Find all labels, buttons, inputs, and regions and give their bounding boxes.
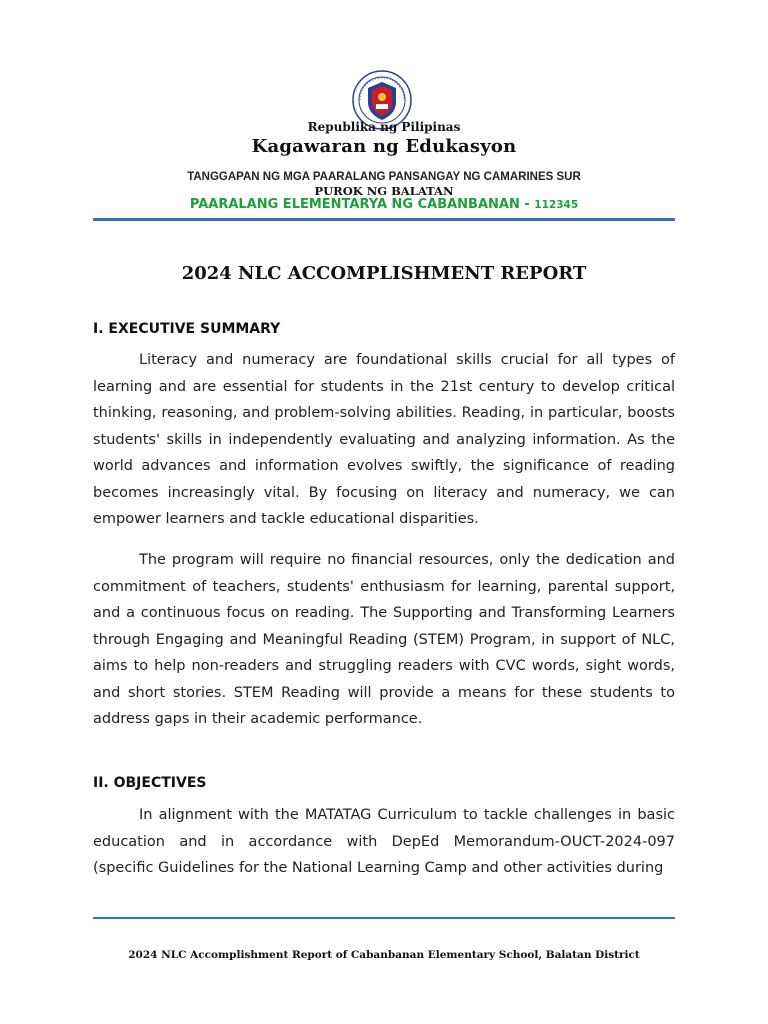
page-footer: 2024 NLC Accomplishment Report of Cabanbanan Elementary School, Balatan District [128, 949, 640, 961]
executive-summary-paragraph-1: Literacy and numeracy are foundational skills crucial for all types of learning and are essential for students in the 21st century to develop critical thinking, reasoning, and problem-solving abilities. Reading, in particular, boosts students' skills in independently evaluating and analyzing information. As the world advances and information evolves swiftly, the significance of reading becomes increasingly vital. By focusing on literacy and numeracy, we can empower learners and tackle educational disparities. [93, 352, 675, 527]
school-name: PAARALANG ELEMENTARYA NG CABANBANAN - [189, 197, 535, 212]
footer-divider [93, 917, 675, 919]
executive-summary-paragraph-2: The program will require no financial resources, only the dedication and commitment of teachers, students' enthusiasm for learning, parental support, and a continuous focus on reading. The Supporting and Transforming Learners through Engaging and Meaningful Reading (STEM) Program, in support of NLC, aims to help non-readers and struggling readers with CVC words, sight words, and short stories. STEM Reading will provide a means for these students to address gaps in their academic performance. [93, 552, 675, 727]
district-line: PUROK NG BALATAN [314, 184, 454, 198]
header-divider [93, 218, 675, 221]
objectives-paragraph-1: In alignment with the MATATAG Curriculum to tackle challenges in basic education and in accordance with DepEd Memorandum-OUCT-2024-097 (specific Guidelines for the National Learning Camp and other activities during [93, 807, 675, 876]
objectives-heading: II. OBJECTIVES [93, 775, 207, 791]
republika-heading: Republika ng Pilipinas [307, 120, 461, 134]
kagawaran-heading: Kagawaran ng Edukasyon [251, 136, 517, 157]
page-title: 2024 NLC ACCOMPLISHMENT REPORT [181, 263, 587, 284]
school-name-line [0, 197, 768, 212]
division-office-line: TANGGAPAN NG MGA PAARALANG PANSANGAY NG CAMARINES SUR [187, 171, 581, 183]
school-id: 112345 [534, 199, 579, 211]
executive-summary-heading: I. EXECUTIVE SUMMARY [93, 321, 281, 337]
